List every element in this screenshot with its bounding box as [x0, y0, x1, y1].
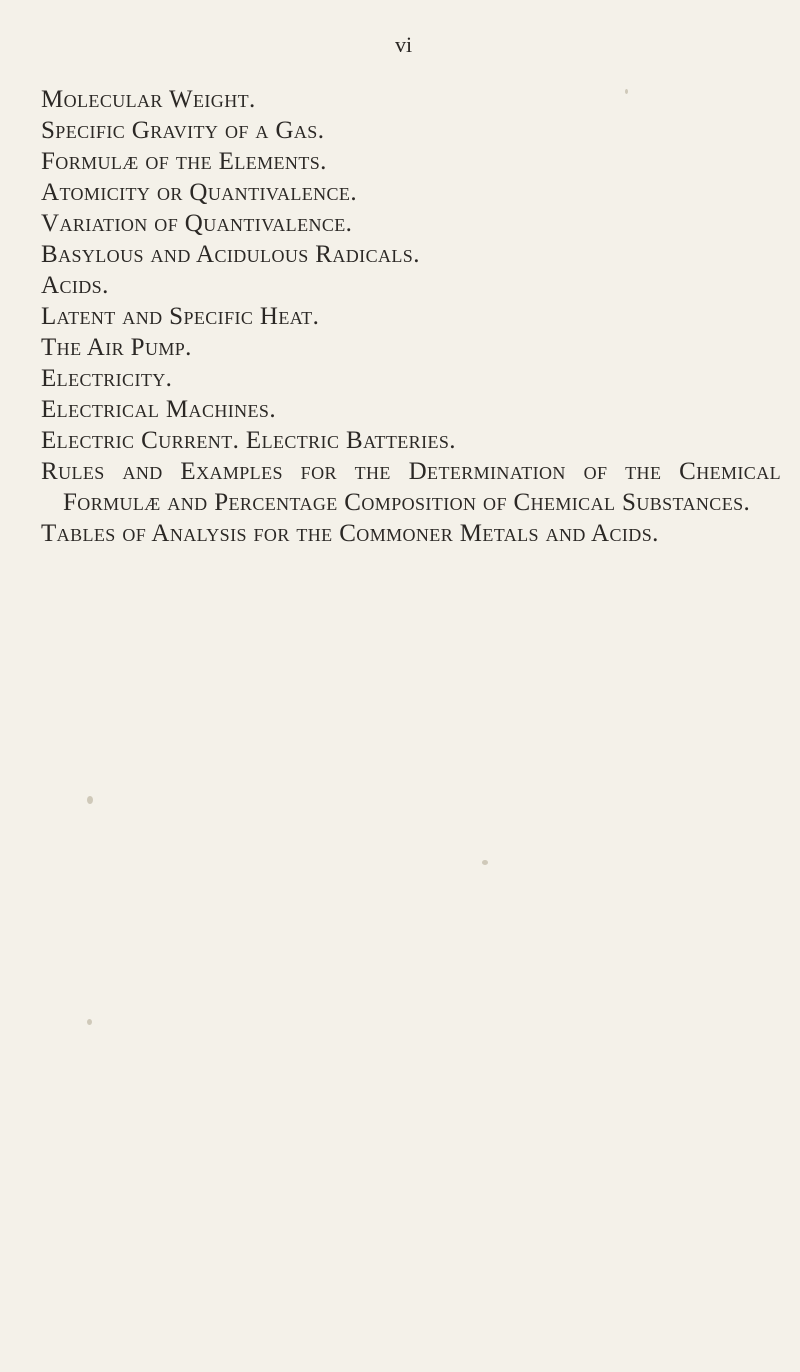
contents-entry: The Air Pump.: [41, 334, 192, 361]
page-number: vi: [395, 32, 413, 57]
contents-entry: Electrical Machines.: [41, 396, 276, 423]
contents-entry: Basylous and Acidulous Radicals.: [41, 241, 420, 268]
ink-spot: [625, 89, 628, 94]
ink-spot: [87, 1019, 92, 1025]
contents-entry: Electricity.: [41, 365, 173, 392]
contents-list: [41, 84, 781, 549]
ink-spot: [87, 796, 93, 804]
contents-entry: Tables of Analysis for the Commoner Metals and Acids.: [41, 520, 659, 547]
contents-entry: Rules and Examples for the Determination of the Chemical Formulæ and Percentage Composition of Chemical Substances.: [41, 458, 781, 516]
contents-entry: Molecular Weight.: [41, 86, 256, 113]
contents-entry: Specific Gravity of a Gas.: [41, 117, 325, 144]
contents-entry: Electric Current. Electric Batteries.: [41, 427, 456, 454]
contents-entry: Variation of Quantivalence.: [41, 210, 353, 237]
contents-entry: Acids.: [41, 272, 109, 299]
ink-spot: [482, 860, 488, 865]
contents-entry: Formulæ of the Elements.: [41, 148, 327, 175]
contents-entry: Atomicity or Quantivalence.: [41, 179, 357, 206]
contents-entry: Latent and Specific Heat.: [41, 303, 320, 330]
